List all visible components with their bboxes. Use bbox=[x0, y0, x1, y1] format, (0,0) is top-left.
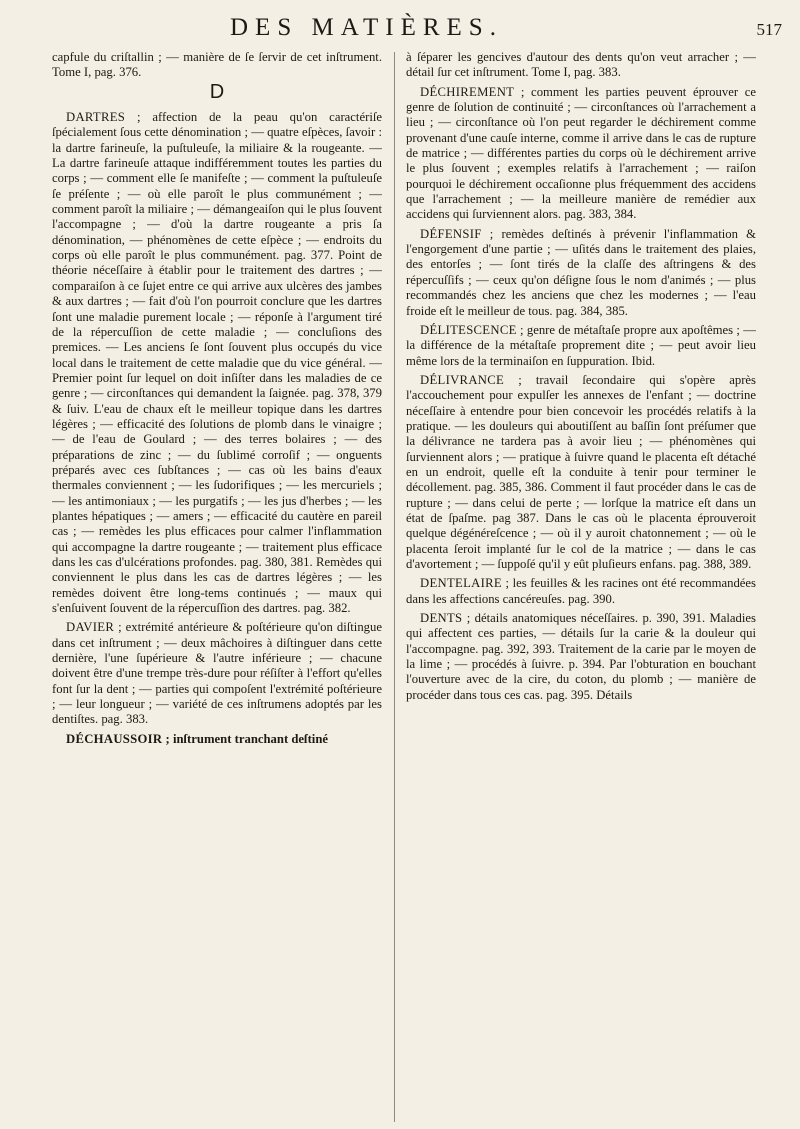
entry-text: ; comment les parties peuvent éprouver ce genre de ſolution de continuité ; — circonſtances où l'arrachement a lieu ; — circonſtance où l'on peut regarder le déchirement comme provenant d'une cauſe interne, comme il arrive dans le cas de rupture de matrice ; — différentes parties du corps où le déchirement arrive le plus ſouvent ; exemples relatifs à l'arrachement ; — raiſon pourquoi le déchirement occaſionne plus fréquemment des accidens que l'arrachement ; — la meilleure manière de remédier aux accidens qui ſurviennent alors. pag. 383, 384. bbox=[406, 84, 756, 222]
entry-headword: DENTELAIRE bbox=[420, 576, 502, 591]
index-entry-delivrance bbox=[406, 373, 756, 572]
index-entry-davier bbox=[52, 620, 382, 727]
running-title: DES MATIÈRES. bbox=[230, 14, 503, 41]
entry-text: ; extrémité antérieure & poſtérieure qu'on diſtingue dans cet inſtrument ; — deux mâchoires à diſtinguer dans cette dernière, l'une ſupérieure & l'autre inférieure ; — chacune doivent être d'une trempe très-dure pour réſiſter à l'effort qu'elles font ſur la dent ; — parties qui compoſent l'extrémité poſtérieure ; — leur longueur ; — variété de ces inſtrumens adoptés par les dentiſtes. pag. 383. bbox=[52, 620, 382, 727]
entry-text: ; affection de la peau qu'on caractériſe ſpécialement ſous cette dénomination ; — quatre eſpèces, ſavoir : la dartre farineuſe, la puſtuleuſe, la miliaire & la rougeante. — La dartre farineuſe attaque indifféremment toutes les parties du corps ; — comment elle ſe manifeſte ; — comment la puſtuleuſe ſe préſente ; — où elle paroît le plus communément ; — comment paroît la miliaire ; — démangeaiſon qui le plus ſouvent l'accompagne ; — d'où la dartre rougeante a pris ſa dénomination, — phénomènes de cette eſpèce ; — endroits du corps où elle paroît le plus communément. pag. 377. Point de théorie néceſſaire à établir pour le traitement des dartres ; — comparaiſon à ce ſujet entre ce qui arrive aux ulcères des jambes & aux dartres ; — fait d'où l'on pourroit conclure que les dartres ſont une maladie purement locale ; — réponſe à l'argument tiré de la répercuſſion de cette maladie ; — concluſions des premices. — Les anciens ſe ſont ſouvent plus occupés du vice local dans le traitement de cette maladie que du vice général. — Premier point ſur lequel on doit inſiſter dans les maladies de ce genre ; — circonſtances qui demandent la ſaignée. pag. 378, 379 & ſuiv. L'eau de chaux eſt le meilleur topique dans les dartres légères ; — efficacité des ſolutions de plomb dans le vinaigre ; — de l'eau de Goulard ; — des terres bolaires ; — des préparations de zinc ; — du ſublimé corroſif ; — onguents préparés avec ces ſubſtances ; — cas où les bains d'eaux thermales conviennent ; — les ſudorifiques ; — les mercuriels ; — les antimoniaux ; — les purgatifs ; — les jus d'herbes ; — les plantes hépatiques ; — amers ; — efficacité du cautère en pareil cas ; — remèdes les plus efficaces pour calmer l'inflammation qui accompagne la dartre rougeante ; — traitement plus efficace dans les cas d'ulcérations profondes. pag. 380, 381. Remèdes qui conviennent le plus dans les cas de dartres légères ; — les remèdes doivent être long-tems continués ; — maux qui s'enſuivent ſouvent de la répercuſſion des dartres. pag. 382. bbox=[52, 110, 382, 616]
entry-text: ; genre de métaſtaſe propre aux apoſtêmes ; — la différence de la métaſtaſe proprement dite ; — peut avoir lieu même lors de la terminaiſon en ſuppuration. Ibid. bbox=[406, 322, 756, 368]
entry-headword: DÉLIVRANCE bbox=[420, 372, 505, 387]
index-entry-defensif bbox=[406, 227, 756, 319]
entry-headword: DÉLITESCENCE bbox=[420, 322, 517, 337]
index-entry-delitescence bbox=[406, 323, 756, 369]
column-rule bbox=[394, 52, 395, 1122]
entry-headword: DÉCHIREMENT bbox=[420, 84, 515, 99]
entry-text: capfule du criſtallin ; — manière de ſe ſervir de cet inſtrument. Tome I, pag. 376. bbox=[52, 50, 382, 80]
entry-text: ; remèdes deſtinés à prévenir l'inflammation & l'engorgement d'une partie ; — uſités dans le traitement des plaies, des entorſes ; — ſont tirés de la claſſe des aſtringens & des répercuſſifs ; — ceux qu'on déſigne ſous le nom d'animés ; — plus recommandés chez les anciens que chez les modernes ; — l'eau froide eſt le meilleur de tous. pag. 384, 385. bbox=[406, 226, 756, 318]
page-number: 517 bbox=[756, 20, 782, 39]
entry-text: ; travail ſecondaire qui s'opère après l'accouchement pour expulſer les annexes de l'enfant ; — doctrine néceſſaire à entendre pour bien concevoir les procédés relatifs à la pratique. — les douleurs qui aboutiſſent au baſſin ſont préſumer que la délivrance ne tardera pas à avoir lieu ; — phénomènes qui ſurviennent alors ; — pratique à ſuivre quand le placenta eſt détaché en un endroit, quelle eſt la conduite à tenir pour terminer le décollement. pag. 385, 386. Comment il faut procéder dans le cas de rupture ; — dans celui de perte ; — lorſque la matrice eſt dans un état de ſpaſme. pag 387. Dans le cas où le placenta éprouveroit quelque dégénéreſcence ; — où il y auroit chatonnement ; — où le placenta ſeroit implanté ſur le col de la matrice ; — dans le cas d'avortement ; — ſuppoſé qu'il y eût pluſieurs enfans. pag. 388, 389. bbox=[406, 372, 756, 571]
left-column bbox=[52, 50, 382, 1120]
right-column bbox=[406, 50, 756, 1120]
index-entry-dentelaire bbox=[406, 576, 756, 607]
running-head bbox=[0, 14, 800, 48]
entry-text: ; inſtrument tranchant deſtiné bbox=[162, 731, 329, 746]
index-entry-continued bbox=[52, 50, 382, 81]
entry-text: ; détails anatomiques néceſſaires. p. 390, 391. Maladies qui affectent ces parties, — détails ſur la carie & la douleur qui l'accompagne. pag. 392, 393. Traitement de la carie par le moyen de la lime ; — procédés à ſuivre. p. 394. Par l'obturation en bouchant l'ouverture avec de la cire, du coton, du plomb ; — manière de procéder dans tous ces cas. pag. 395. Détails bbox=[406, 611, 756, 702]
index-entry-continued bbox=[406, 50, 756, 81]
entry-headword: DÉCHAUSSOIR bbox=[66, 731, 163, 746]
entry-headword: DÉFENSIF bbox=[420, 226, 482, 241]
section-letter: D bbox=[209, 80, 225, 103]
index-entry-dents bbox=[406, 611, 756, 703]
index-entry-dechaussoir bbox=[52, 732, 382, 747]
entry-headword: DAVIER bbox=[66, 620, 115, 635]
entry-headword: DARTRES bbox=[66, 110, 126, 125]
index-entry-dartres bbox=[52, 110, 382, 616]
entry-text: à ſéparer les gencives d'autour des dents qu'on veut arracher ; — détail ſur cet inſtrument. Tome I, pag. 383. bbox=[406, 50, 756, 80]
index-entry-dechirement bbox=[406, 85, 756, 223]
entry-headword: DENTS bbox=[420, 611, 463, 626]
entry-text: ; les feuilles & les racines ont été recommandées dans les affections cancéreuſes. pag. 390. bbox=[406, 576, 756, 606]
